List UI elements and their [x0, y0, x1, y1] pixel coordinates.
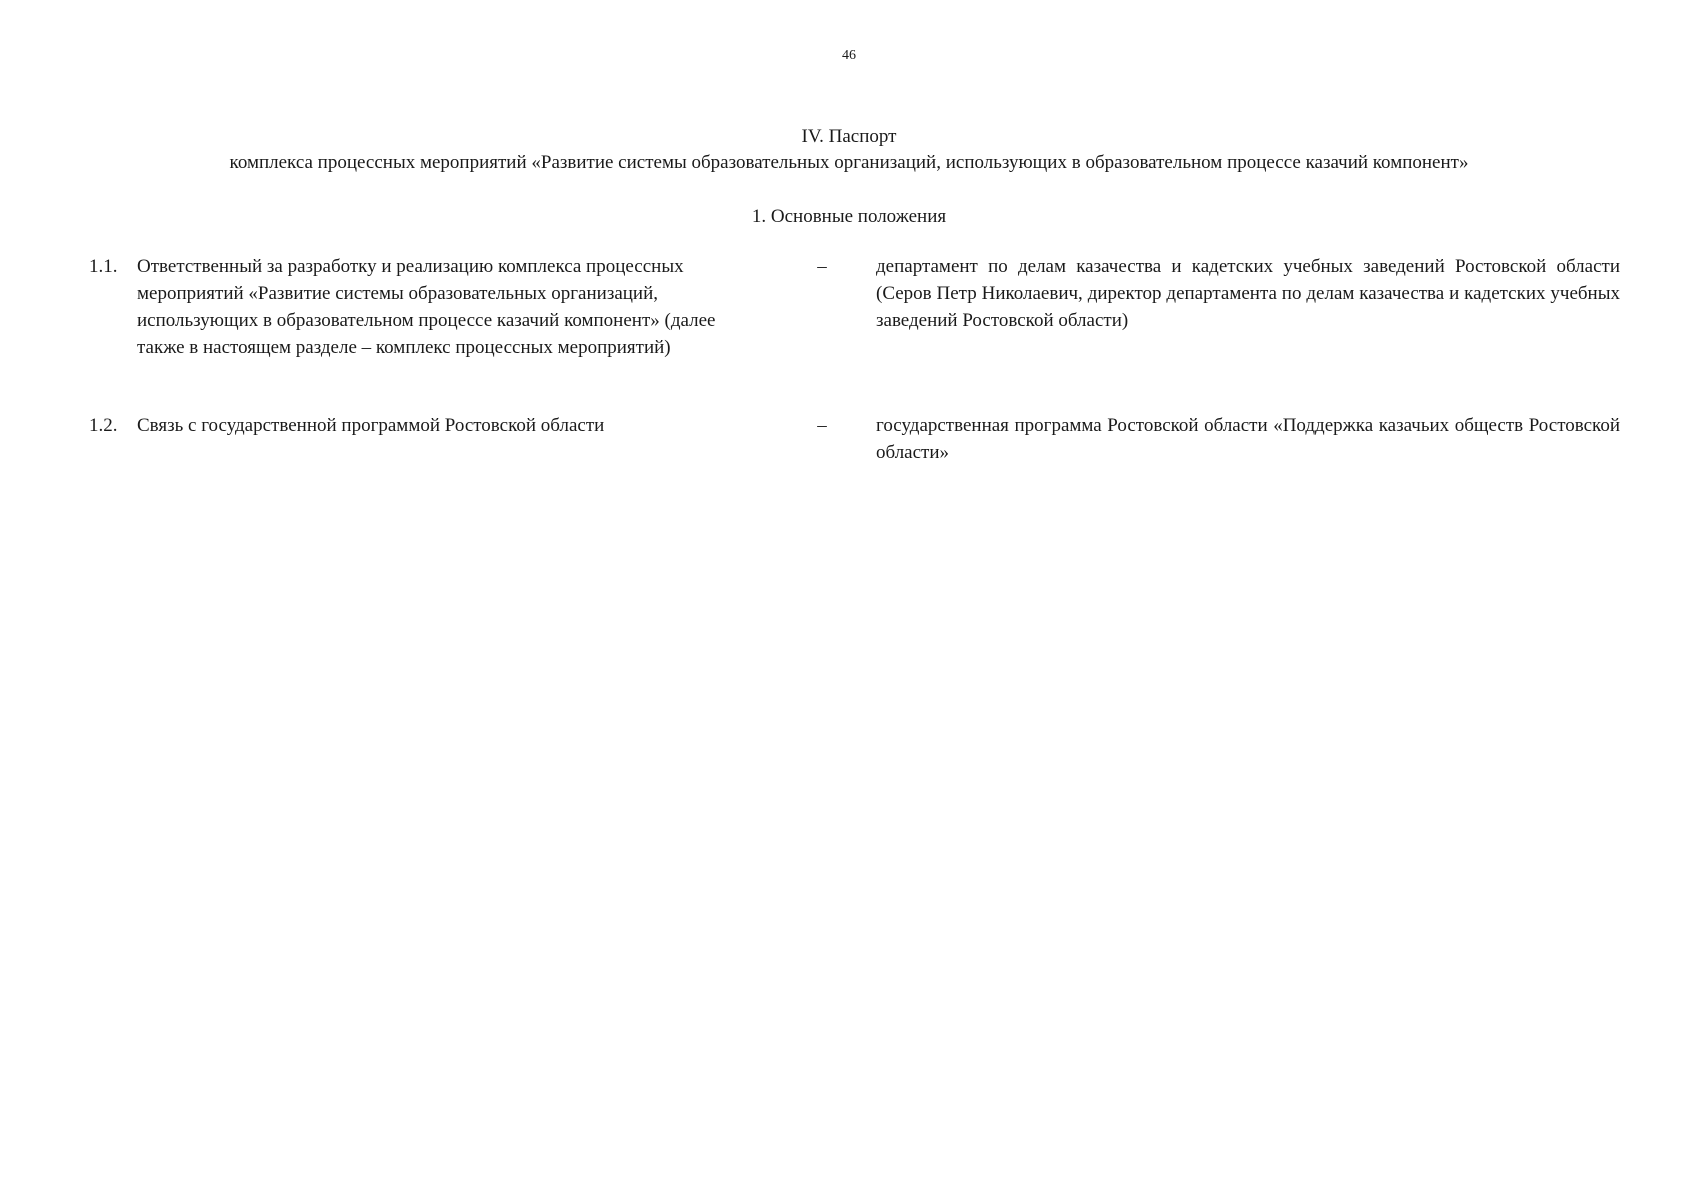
item-label: Ответственный за разработку и реализацию комплекса процессных мероприятий «Развитие системы образовательных организаций, использующих в образовательном процессе казачий компонент» (далее также в настоящем разделе – комплекс процессных мероприятий) [137, 256, 716, 358]
item-dash: – [817, 256, 827, 277]
item-label: Связь с государственной программой Ростовской области [137, 415, 605, 436]
subsection-title: 1. Основные положения [751, 206, 947, 227]
item-value: департамент по делам казачества и кадетских учебных заведений Ростовской области (Серов Петр Николаевич, директор департамента по делам казачества и кадетских учебных заведений Ростовской области) [876, 256, 1620, 331]
page-number: 46 [842, 48, 856, 63]
item-dash: – [817, 415, 827, 436]
section-title: IV. Паспорт [801, 126, 897, 147]
item-number: 1.1. [89, 256, 118, 277]
item-value: государственная программа Ростовской области «Поддержка казачьих обществ Ростовской области» [876, 415, 1620, 463]
item-number: 1.2. [89, 415, 118, 436]
section-subtitle: комплекса процессных мероприятий «Развитие системы образовательных организаций, использующих в образовательном процессе казачий компонент» [229, 152, 1469, 173]
